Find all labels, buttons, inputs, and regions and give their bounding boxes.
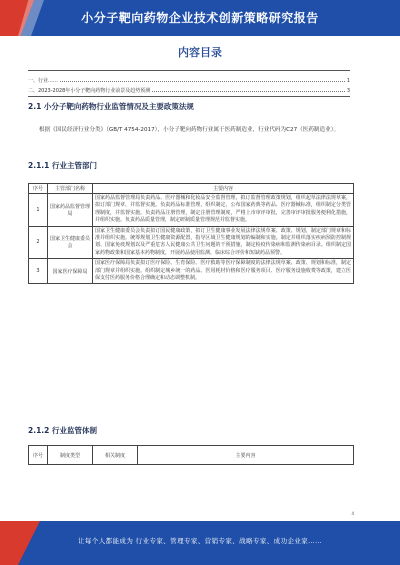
toc-entry-page: 1: [346, 78, 350, 84]
cell-dept: 国家医疗保障局: [48, 259, 93, 284]
report-header: [0, 0, 400, 36]
cell-no: 3: [29, 259, 48, 284]
cell-content: 国家医疗保障局负责拟订医疗保险、生育保险、医疗救助等医疗保障制度的法律法规草案、政策、规划和标准，制定部门规章并组织实施。组织制定城乡统一的药品、医用耗材价格和医疗服务项目、医疗服务设施收费等政策，建立医保支付医药服务价格合理确定和动态调整机制。: [93, 259, 354, 284]
regulatory-system-table: [28, 445, 354, 465]
col-header-type: 制度类型: [48, 446, 93, 465]
toc-bottom-rule: [28, 96, 350, 97]
toc-title: 内容目录: [178, 46, 222, 59]
subsection-heading: 2.1.2 行业监管体制: [28, 426, 97, 435]
table-of-contents: [28, 70, 350, 97]
cell-no: 2: [29, 226, 48, 259]
col-header-no: 序号: [29, 446, 48, 465]
cell-dept: 国家药品监督管理局: [48, 194, 93, 227]
col-header-content: 主要内容: [138, 446, 354, 465]
table-header-row: [29, 184, 354, 194]
toc-entry-page: 3: [346, 88, 350, 94]
toc-leader-dots: [152, 91, 345, 92]
report-footer: [0, 521, 400, 565]
table-row: [29, 226, 354, 259]
table-row: [29, 259, 354, 284]
col-header-content: 主要内容: [93, 184, 354, 194]
toc-leader-dots: [60, 81, 345, 82]
section-heading: 2.1 小分子靶向药物行业监管情况及主要政策法规: [28, 102, 194, 111]
cell-content: 国家药品监督管理局负责药品、医疗器械和化妆品安全监督管理，拟订监督管理政策规划，组织起草法律法规草案，拟订部门规章，并监督实施。负责药品标准管理，组织制定、公布国家药典等药品、医疗器械标准，组织制定分类管理制度，并监督实施。负责药品注册管理，制定注册管理制度，严格上市审评审批，完善审评审批服务便利化措施，并组织实施。负责药品质量管理，制定研制质量管理规范并监督实施。: [93, 194, 354, 227]
col-header-no: 序号: [29, 184, 48, 194]
toc-top-rule: [28, 70, 350, 71]
footer-slogan: 让每个人都能成为 行业专家、管理专家、营销专家、战略专家、成功企业家……: [78, 537, 322, 545]
toc-entry-label: 二、2023-2028年小分子靶向药物行业前景及趋势预测: [28, 88, 151, 94]
subsection-heading: 2.1.1 行业主管部门: [28, 161, 97, 170]
col-header-dept: 主管部门名称: [48, 184, 93, 194]
toc-entry-label: 一、行业……: [28, 78, 59, 84]
toc-entry[interactable]: [28, 84, 350, 94]
page-number: 4: [351, 511, 354, 516]
cell-content: 国家卫生健康委员会负责拟订国民健康政策，拟订卫生健康事业发展法律法规草案、政策、规划，制定部门规章和标准并组织实施。统筹规划卫生健康资源配置，指导区域卫生健康规划的编制和实施。制定并组织落实疾病预防控制规划、国家免疫规划以及严重危害人民健康公共卫生问题的干预措施，制定检疫传染病和监测传染病目录。组织制定国家药物政策和国家基本药物制度，开展药品使用监测、临床综合评价和短缺药品预警。: [93, 226, 354, 259]
col-header-system: 相关制度: [93, 446, 138, 465]
cell-no: 1: [29, 194, 48, 227]
cell-dept: 国家卫生健康委员会: [48, 226, 93, 259]
report-title: 小分子靶向药物企业技术创新策略研究报告: [81, 11, 319, 25]
intro-paragraph: 根据《国民经济行业分类》（GB/T 4754-2017），小分子靶向药物行业属于医药制造业，行业代码为C27（医药制造业）。: [39, 127, 340, 133]
authorities-table: [28, 183, 354, 284]
table-row: [29, 194, 354, 227]
table-header-row: [29, 446, 354, 465]
toc-entry[interactable]: [28, 74, 350, 84]
